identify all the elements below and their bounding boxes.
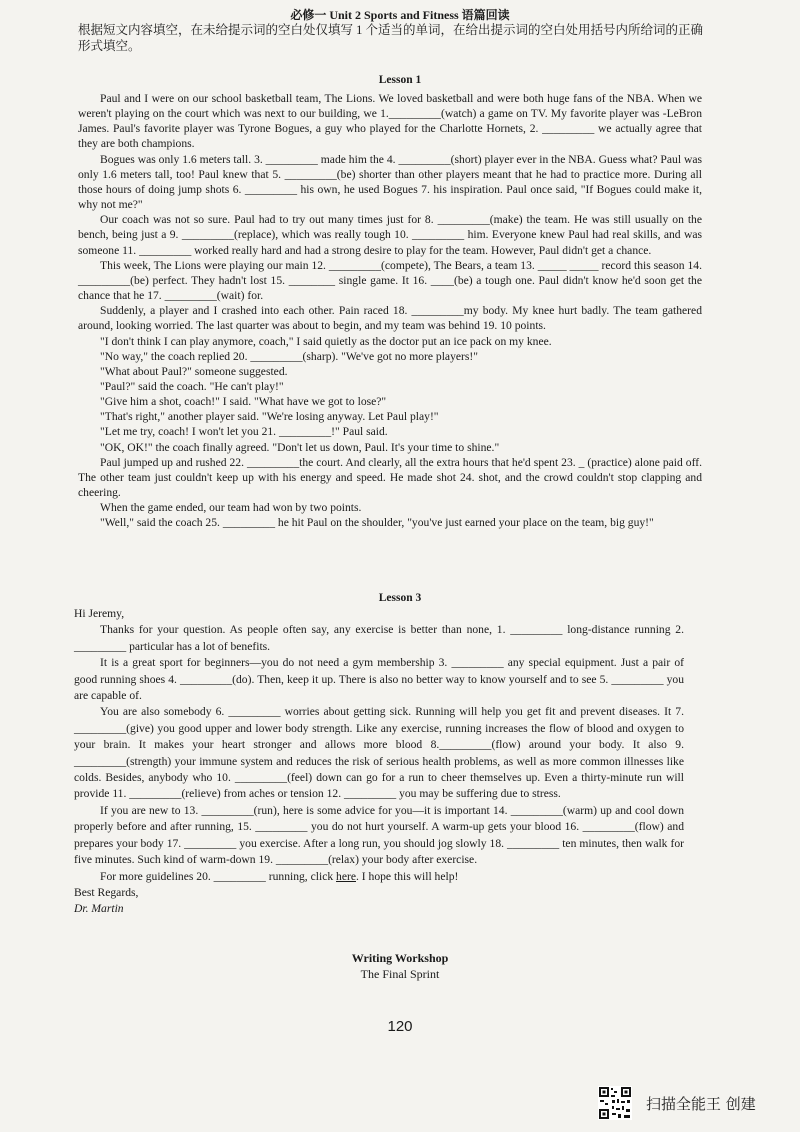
lesson1-paragraph: "I don't think I can play anymore, coach," I said quietly as the doctor put an ice pack on my knee.: [100, 334, 552, 348]
scanner-label: 扫描全能王 创建: [646, 1094, 756, 1113]
lesson1-paragraph: When the game ended, our team had won by two points.: [100, 501, 362, 515]
lesson1-paragraph: Our coach was not so sure. Paul had to try out many times just for 8. _________(make) the team. He was still usually on the bench, being just a 9. _________(replace), which was really tough 10. _________ him. Everyone knew Paul had real skills, and was someone 11. _________ worked really hard and had a strong desire to play for the team. However, Paul didn't get a chance.: [78, 213, 702, 257]
lesson1-heading: Lesson 1: [378, 74, 422, 86]
lesson1-paragraph: This week, The Lions were playing our main 12. _________(compete), The Bears, a team 13. _____ _____ record this season 14. _________(be) perfect. They hadn't lost 15. ________ single game. It 16. ____(be) a tough one. Paul didn't know he'd soon get the chance that he 17. _________(wait) for.: [78, 258, 702, 303]
lesson1-body: [78, 91, 702, 531]
lesson3-last-paragraph: [74, 869, 684, 885]
lesson1-paragraph: "That's right," another player said. "We're losing anyway. Let Paul play!": [100, 410, 439, 424]
guidelines-link[interactable]: here: [336, 869, 356, 883]
lesson1-paragraph: "OK, OK!" the coach finally agreed. "Don't let us down, Paul. It's your time to shine.": [100, 440, 500, 454]
writing-workshop-heading: Writing Workshop: [351, 951, 449, 965]
letter-greeting: Hi Jeremy,: [74, 607, 125, 620]
lesson3-paragraph: You are also somebody 6. _________ worries about getting sick. Running will help you get fit and prevent diseases. It 7. _________(give) you good upper and lower body strength. Like any exercise, running increases the flow of blood and oxygen to your brain. It makes your heart stronger and allows more blood 8._________(flow) around your body. It also 9. _________(strength) your immune system and reduces the risk of serious health problems, as well as more common illnesses like colds. Besides, anybody who 10. _________(feel) down can go for a run to cheer themselves up. Even a thirty-minute run will provide 11. _________(relieve) from aches or tension 12. _________ you may be suffering due to stress.: [74, 705, 684, 801]
lesson3-heading: Lesson 3: [378, 592, 422, 604]
page-number: 120: [387, 1018, 413, 1035]
writing-workshop: [0, 950, 800, 982]
lesson1-paragraph: Suddenly, a player and I crashed into each other. Pain raced 18. _________my body. My knee hurt badly. The team gathered around, looking worried. The last quarter was about to begin, and my team was behind 19. 10 points.: [78, 304, 702, 333]
page-title: 必修一 Unit 2 Sports and Fitness 语篇回读: [290, 8, 510, 22]
lesson3-paragraph: It is a great sport for beginners—you do not need a gym membership 3. _________ any special equipment. Just a pair of good running shoes 4. _________(do). Then, keep it up. There is also no better way to know yourself and to see 5. _________ you are capable of.: [74, 656, 684, 703]
scanner-watermark: [598, 1085, 798, 1121]
instruction-text: 根据短文内容填空，在未给提示词的空白处仅填写 1 个适当的单词，在给出提示词的空白处用括号内所给词的正确形式填空。: [78, 23, 704, 53]
lesson1-paragraph: "Let me try, coach! I won't let you 21. _________!" Paul said.: [100, 425, 388, 439]
lesson1-paragraph: "Well," said the coach 25. _________ he hit Paul on the shoulder, "you've just earned your place on the team, big guy!": [100, 516, 654, 530]
letter-signature: Dr. Martin: [74, 902, 124, 916]
last-paragraph-text: For more guidelines 20. _________ running, click: [100, 869, 337, 883]
lesson1-paragraph: Paul and I were on our school basketball team, The Lions. We loved basketball and were both huge fans of the NBA. When we weren't playing on the court which was next to our building, we 1._________(watch) a game on TV. My favorite player was -LeBron James. Paul's favorite player was Tyrone Bogues, a guy who played for the Charlotte Hornets, 2. _________ we actually agree that they are both champions.: [78, 92, 702, 151]
lesson3-paragraph: If you are new to 13. _________(run), here is some advice for you—it is important 14. _________(warm) up and cool down properly before and after running, 15. _________ you do not hurt yourself. A warm-up gets your blood 16. _________(flow) and prepares your body 17. _________ you exercise. After a long run, you should jog slowly 18. _________ ten minutes, then walk for five minutes. Such kind of warm-down 19. _________(relax) your body after exercise.: [74, 803, 684, 867]
lesson1-paragraph: "What about Paul?" someone suggested.: [100, 364, 288, 378]
lesson3-paragraph: Thanks for your question. As people often say, any exercise is better than none, 1. _________ long-distance running 2. _________ particular has a lot of benefits.: [74, 623, 684, 653]
writing-workshop-subtitle: The Final Sprint: [360, 967, 440, 981]
qr-code-icon: [598, 1086, 632, 1120]
lesson1-paragraph: "No way," the coach replied 20. _________(sharp). "We've got no more players!": [100, 349, 478, 363]
last-paragraph-end: . I hope this will help!: [355, 869, 459, 883]
lesson1-paragraph: "Paul?" said the coach. "He can't play!": [100, 379, 284, 393]
lesson1-paragraph: Paul jumped up and rushed 22. _________the court. And clearly, all the extra hours that he'd spent 23. _ (practice) alone paid off. The other team just couldn't keep up with his energy and speed. He made shot 24. shot, and the crowd couldn't stop clapping and cheering.: [78, 455, 702, 500]
lesson1-paragraph: "Give him a shot, coach!" I said. "What have we got to lose?": [100, 395, 387, 409]
letter-closing: Best Regards,: [74, 885, 139, 899]
lesson1-paragraph: Bogues was only 1.6 meters tall. 3. _________ made him the 4. _________(short) player ever in the NBA. Guess what? Paul was only 1.6 meters tall, too! Paul knew that 5. _________(be) shorter than other players meant that he had to practice more. During all those hours of doing jump shots 6. _________ his own, he used Bogues 7. his inspiration. Paul once said, "If Bogues could make it, why not me?": [78, 152, 702, 212]
lesson3-letter: [74, 606, 684, 918]
